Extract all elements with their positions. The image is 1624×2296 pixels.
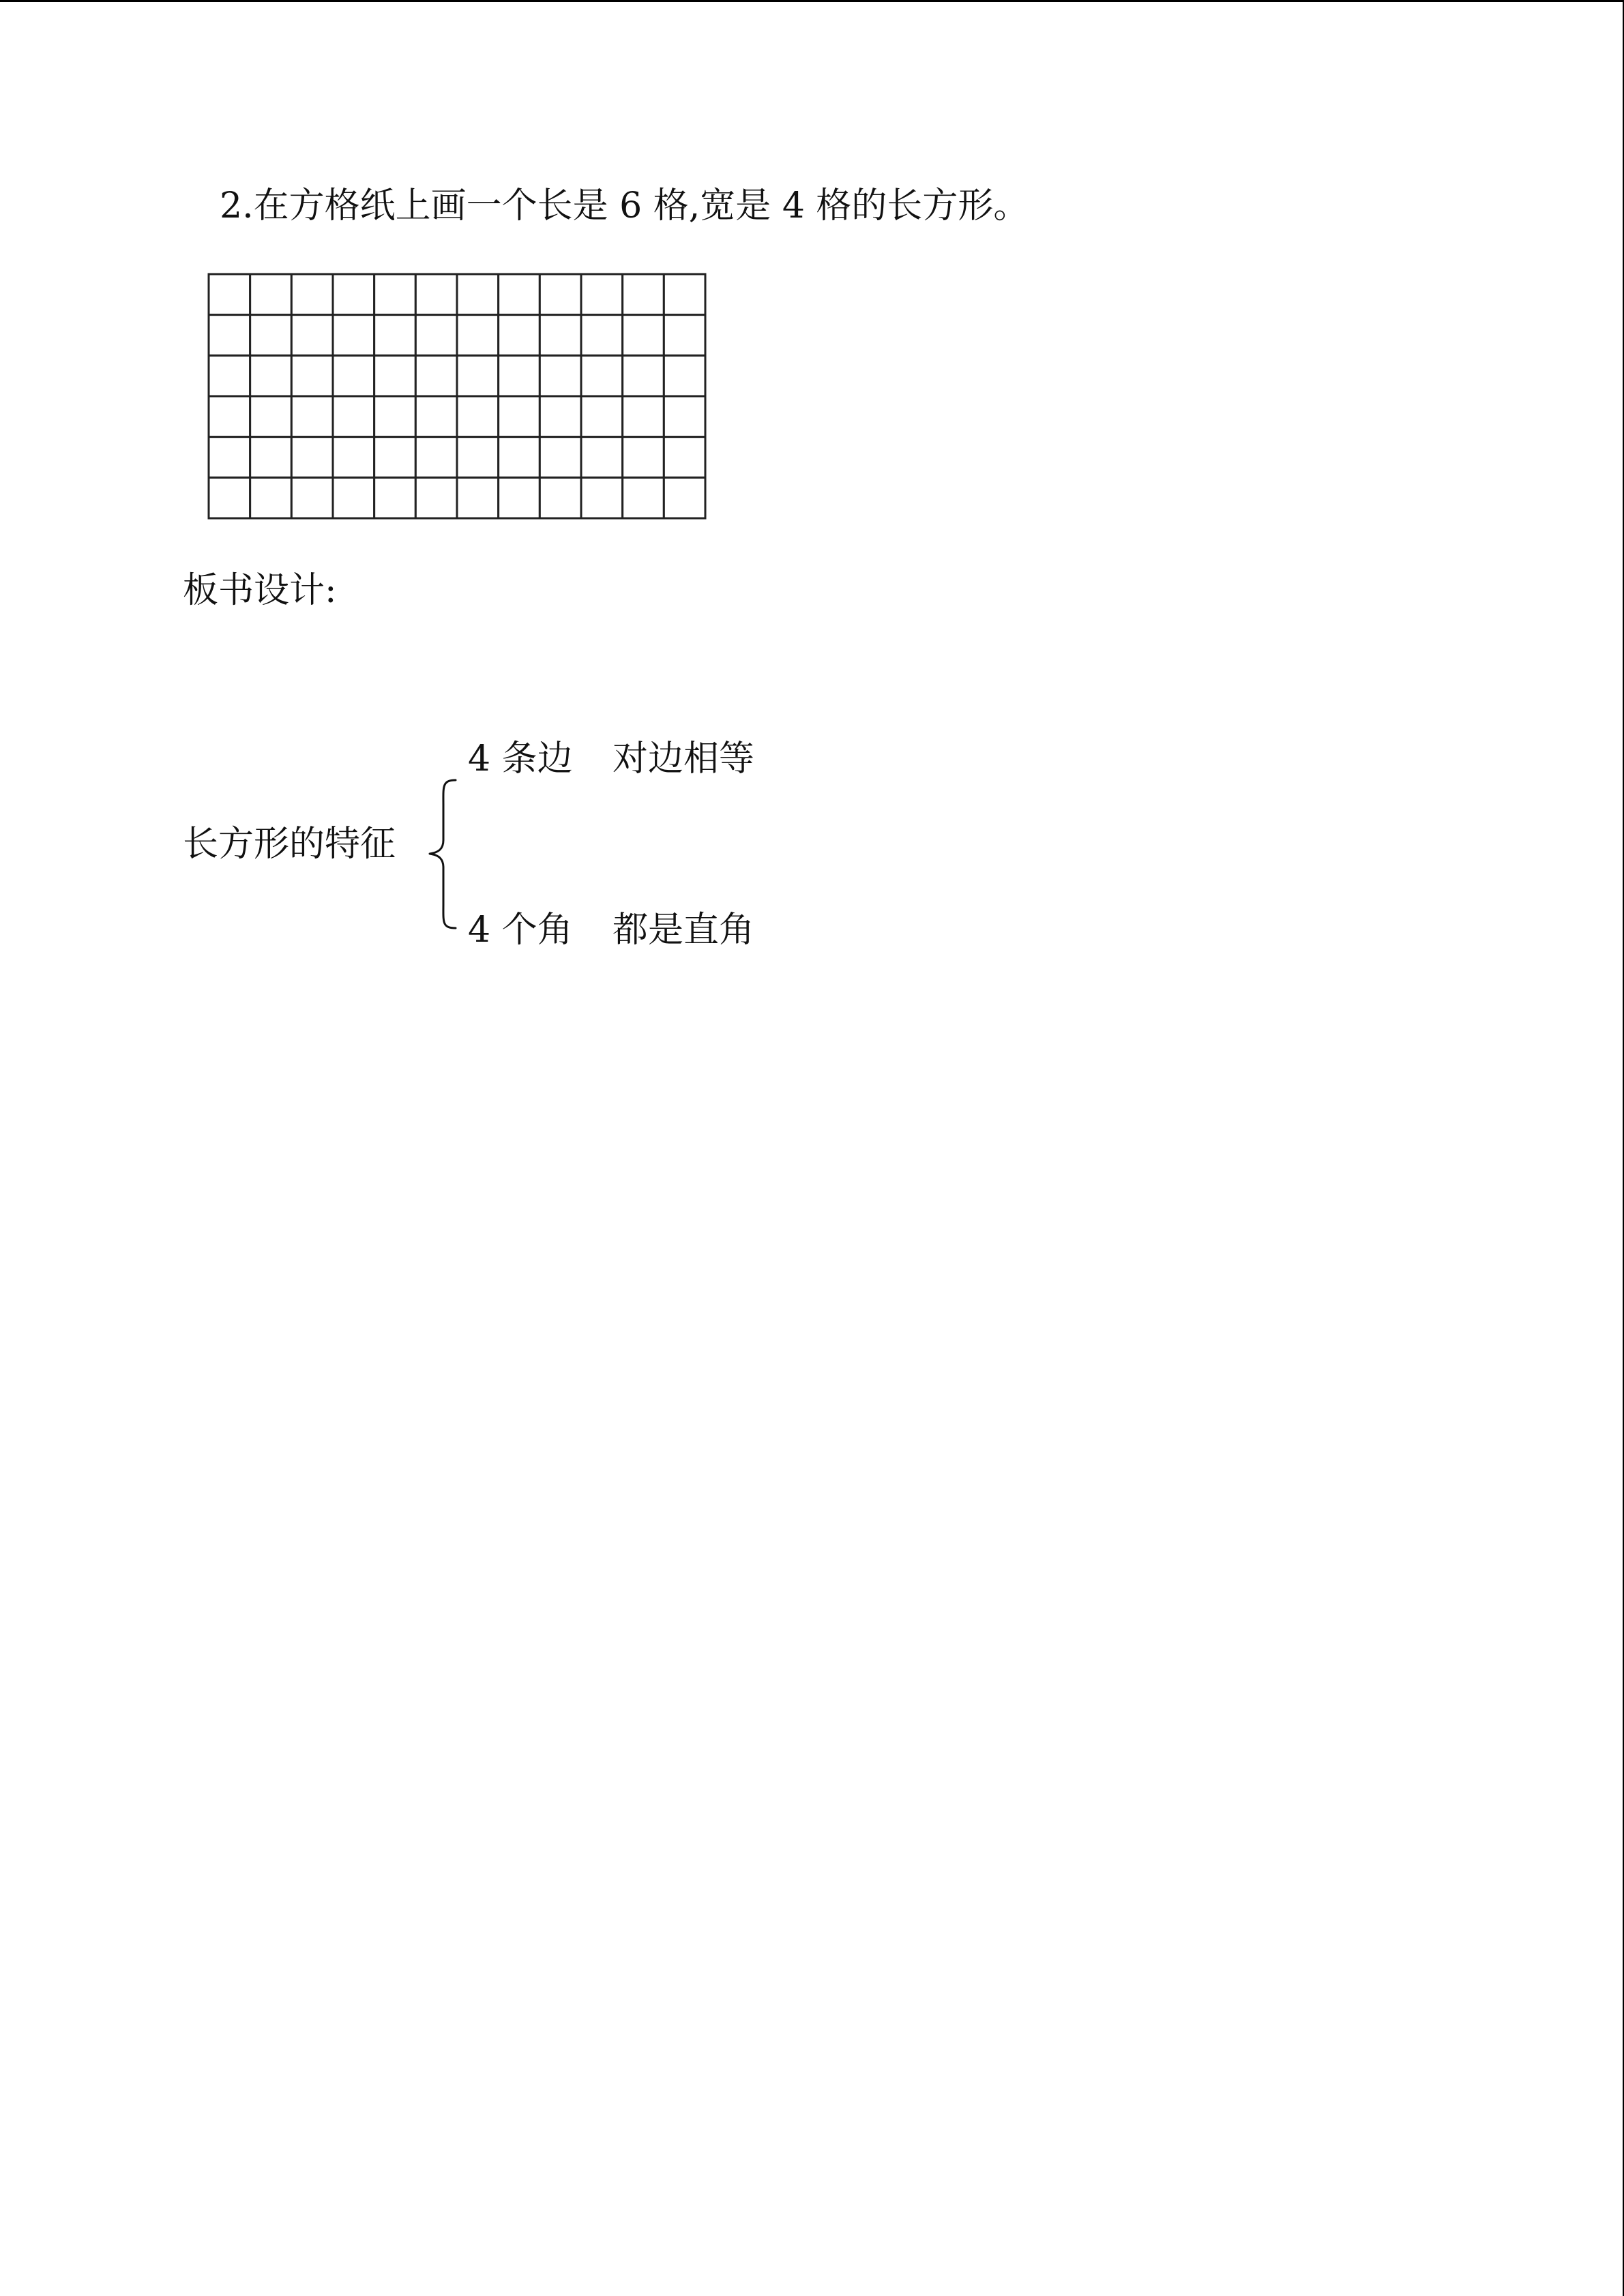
grid-cell <box>333 315 374 356</box>
grid-cell <box>581 315 623 356</box>
grid-cell <box>333 437 374 478</box>
grid-cell <box>540 437 581 478</box>
grid-cell <box>209 315 250 356</box>
grid-cell <box>540 274 581 315</box>
grid-cell <box>250 315 292 356</box>
grid-cell <box>623 315 664 356</box>
grid-cell <box>333 355 374 396</box>
grid-cell <box>457 477 499 518</box>
feature-angles-description: 都是直角 <box>612 910 755 951</box>
grid-cell <box>291 437 333 478</box>
grid-cell <box>540 355 581 396</box>
grid-cell <box>457 437 499 478</box>
grid-cell <box>581 396 623 437</box>
grid-cell <box>664 437 705 478</box>
grid-cell <box>457 274 499 315</box>
grid-cell <box>415 396 457 437</box>
grid-cell <box>664 274 705 315</box>
question-2-text: 2.在方格纸上画一个长是 6 格,宽是 4 格的长方形。 <box>220 185 1029 226</box>
grid-cell <box>209 437 250 478</box>
grid-cell <box>581 355 623 396</box>
grid-cell <box>374 477 416 518</box>
grid-cell <box>457 315 499 356</box>
grid-cell <box>623 355 664 396</box>
grid-cell <box>209 396 250 437</box>
grid-cell <box>581 437 623 478</box>
grid-cell <box>250 396 292 437</box>
grid-cell <box>664 355 705 396</box>
feature-angles-label: 4 个角 <box>468 910 573 951</box>
grid-cell <box>457 396 499 437</box>
grid-cell <box>499 315 540 356</box>
grid-cell <box>623 396 664 437</box>
grid-cell <box>209 355 250 396</box>
grid-cell <box>581 274 623 315</box>
grid-cell <box>540 477 581 518</box>
grid-cell <box>415 477 457 518</box>
feature-sides-description: 对边相等 <box>612 739 755 779</box>
grid-cell <box>664 396 705 437</box>
board-design-heading: 板书设计: <box>183 570 337 611</box>
grid-cell <box>333 274 374 315</box>
grid-cell <box>415 437 457 478</box>
grid-cell <box>457 355 499 396</box>
curly-brace-icon <box>423 777 464 931</box>
square-grid-paper <box>207 273 707 520</box>
feature-sides-label: 4 条边 <box>468 739 573 779</box>
grid-cell <box>415 355 457 396</box>
grid-cell <box>499 274 540 315</box>
grid-cell <box>664 477 705 518</box>
grid-cell <box>291 355 333 396</box>
grid-cell <box>374 274 416 315</box>
grid-cell <box>209 477 250 518</box>
grid-cell <box>415 274 457 315</box>
grid-cell <box>499 437 540 478</box>
grid-cell <box>250 274 292 315</box>
grid-cell <box>623 437 664 478</box>
grid-cell <box>374 437 416 478</box>
page-top-border <box>0 0 1624 2</box>
grid-cell <box>250 477 292 518</box>
grid-cell <box>333 477 374 518</box>
rectangle-features-title: 长方形的特征 <box>183 824 396 865</box>
grid-cell <box>291 315 333 356</box>
grid-cell <box>623 274 664 315</box>
grid-cell <box>415 315 457 356</box>
grid-cell <box>581 477 623 518</box>
grid-cell <box>374 315 416 356</box>
grid-cell <box>333 396 374 437</box>
grid-cell <box>540 315 581 356</box>
grid-cell <box>291 274 333 315</box>
grid-cell <box>499 477 540 518</box>
grid-cell <box>374 355 416 396</box>
grid-cell <box>499 355 540 396</box>
grid-cell <box>623 477 664 518</box>
grid-cell <box>499 396 540 437</box>
grid-cell <box>374 396 416 437</box>
grid-cell <box>250 437 292 478</box>
grid-cell <box>291 396 333 437</box>
grid-cell <box>664 315 705 356</box>
grid-cell <box>250 355 292 396</box>
grid-cell <box>540 396 581 437</box>
grid-cell <box>291 477 333 518</box>
grid-cell <box>209 274 250 315</box>
